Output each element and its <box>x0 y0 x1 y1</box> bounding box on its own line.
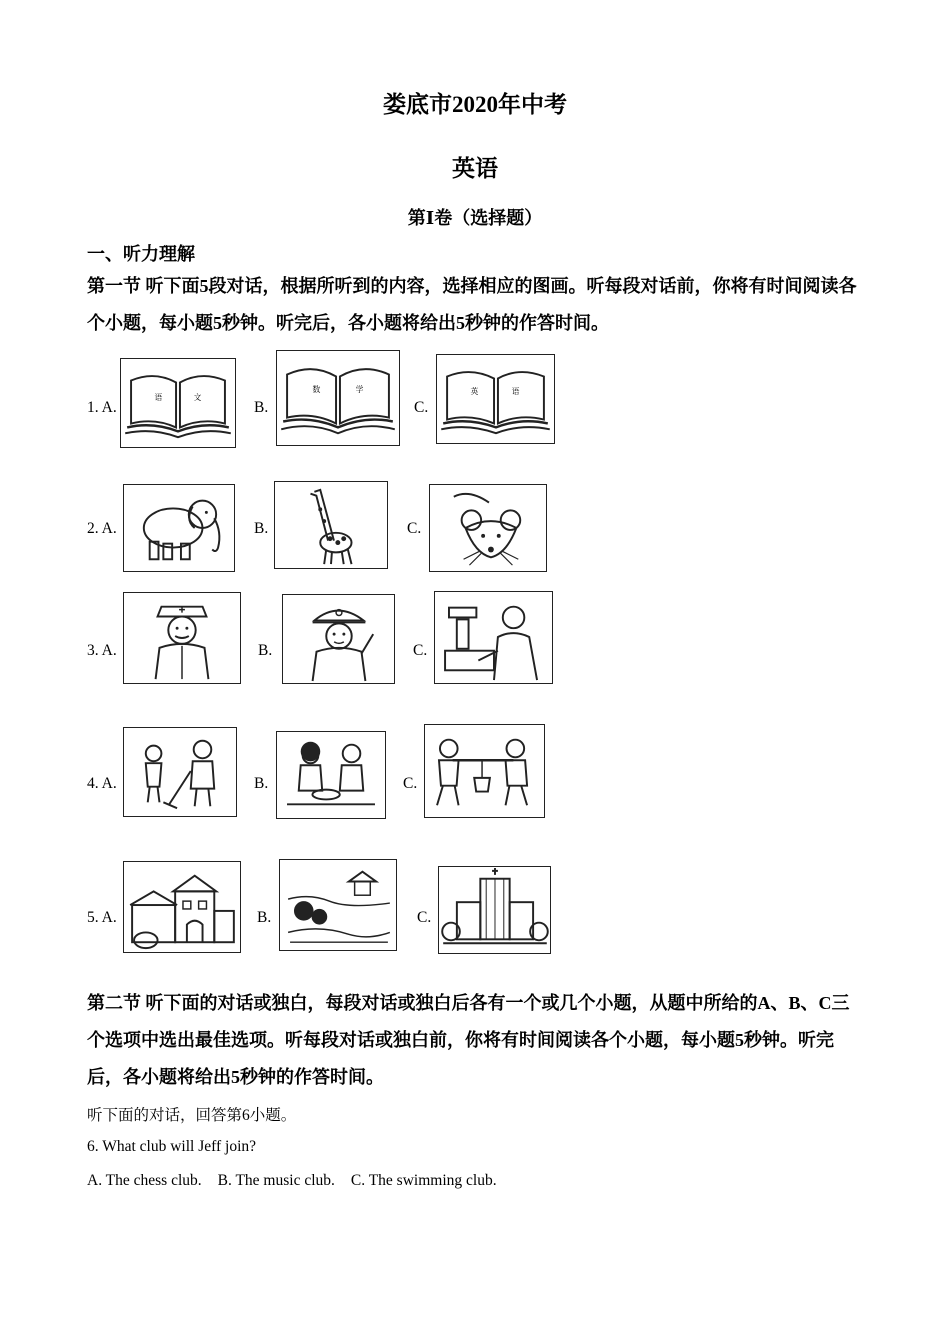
q5-option-a-image[interactable] <box>123 861 241 953</box>
q4-label-c: C. <box>403 775 418 792</box>
q2-option-a-image[interactable] <box>123 484 235 572</box>
mouse-icon <box>430 485 546 571</box>
q1-a-book-char1: 语 <box>154 393 163 403</box>
giraffe-icon <box>275 482 387 568</box>
q6-option-b[interactable]: B. The music club. <box>217 1172 335 1189</box>
hospital-building-icon <box>439 867 550 953</box>
scientist-icon <box>435 592 552 683</box>
q1-option-a-image[interactable] <box>120 358 236 448</box>
section2-instructions: 第二节 听下面的对话或独白，每段对话或独白后各有一个或几个小题，从题中所给的A、B、C三个选项中选出最佳选项。听每段对话或独白前，你将有时间阅读各个小题，每小题5秒钟。听完后，各小题将给出5秒钟的作答时间。 <box>87 993 850 1087</box>
q1-c-book-char1: 英 <box>470 387 479 397</box>
q3-label-c: C. <box>413 642 428 659</box>
volume-title: 第Ⅰ卷（选择题） <box>407 208 543 228</box>
q1-label-b: B. <box>254 399 269 416</box>
q1-label-c: C. <box>414 399 429 416</box>
q4-option-a-image[interactable] <box>123 727 237 817</box>
q1-option-c-image[interactable] <box>436 354 555 444</box>
q3-label-a: 3. A. <box>87 642 117 659</box>
q2-option-b-image[interactable] <box>274 481 388 569</box>
q6-option-a[interactable]: A. The chess club. <box>87 1172 202 1189</box>
elephant-icon <box>124 485 234 571</box>
q4-option-b-image[interactable] <box>276 731 386 819</box>
q4-option-c-image[interactable] <box>424 724 545 818</box>
q5-label-b: B. <box>257 909 272 926</box>
q5-option-b-image[interactable] <box>279 859 397 951</box>
q6-option-c[interactable]: C. The swimming club. <box>350 1172 497 1189</box>
q1-b-book-char1: 数 <box>312 385 321 395</box>
q3-option-b-image[interactable] <box>282 594 395 684</box>
section1-instructions: 第一节 听下面5段对话，根据所听到的内容，选择相应的图画。听每段对话前，你将有时间阅读各个小题，每小题5秒钟。听完后，各小题将给出5秒钟的作答时间。 <box>87 276 857 333</box>
q1-option-b-image[interactable] <box>276 350 400 446</box>
q5-label-c: C. <box>417 909 432 926</box>
q2-option-c-image[interactable] <box>429 484 547 572</box>
q2-label-b: B. <box>254 520 269 537</box>
q3-option-c-image[interactable] <box>434 591 553 684</box>
question-6-options <box>87 1172 497 1190</box>
page-title: 娄底市2020年中考 <box>383 92 567 117</box>
q1-b-book-char2: 学 <box>355 385 364 395</box>
q2-label-c: C. <box>407 520 422 537</box>
q2-label-a: 2. A. <box>87 520 117 537</box>
q5-option-c-image[interactable] <box>438 866 551 954</box>
book-icon <box>437 355 554 443</box>
part-heading: 一、听力理解 <box>87 244 195 264</box>
carrying-kids-icon <box>425 725 544 817</box>
police-icon <box>283 595 394 683</box>
school-building-icon <box>124 862 240 952</box>
park-pavilion-icon <box>280 860 396 950</box>
q4-label-a: 4. A. <box>87 775 117 792</box>
book-icon <box>277 351 399 445</box>
q1-a-book-char2: 文 <box>193 393 202 403</box>
q3-label-b: B. <box>258 642 273 659</box>
q5-label-a: 5. A. <box>87 909 117 926</box>
book-icon <box>121 359 235 447</box>
q1-label-a: 1. A. <box>87 399 117 416</box>
subject-title: 英语 <box>452 156 498 181</box>
listening-instruction: 听下面的对话，回答第6小题。 <box>87 1107 297 1124</box>
sweeping-kids-icon <box>124 728 236 816</box>
q4-label-b: B. <box>254 775 269 792</box>
doctor-icon <box>124 593 240 683</box>
cooking-kids-icon <box>277 732 385 818</box>
question-6: 6. What club will Jeff join? <box>87 1138 257 1155</box>
q3-option-a-image[interactable] <box>123 592 241 684</box>
q1-c-book-char2: 语 <box>511 387 520 397</box>
